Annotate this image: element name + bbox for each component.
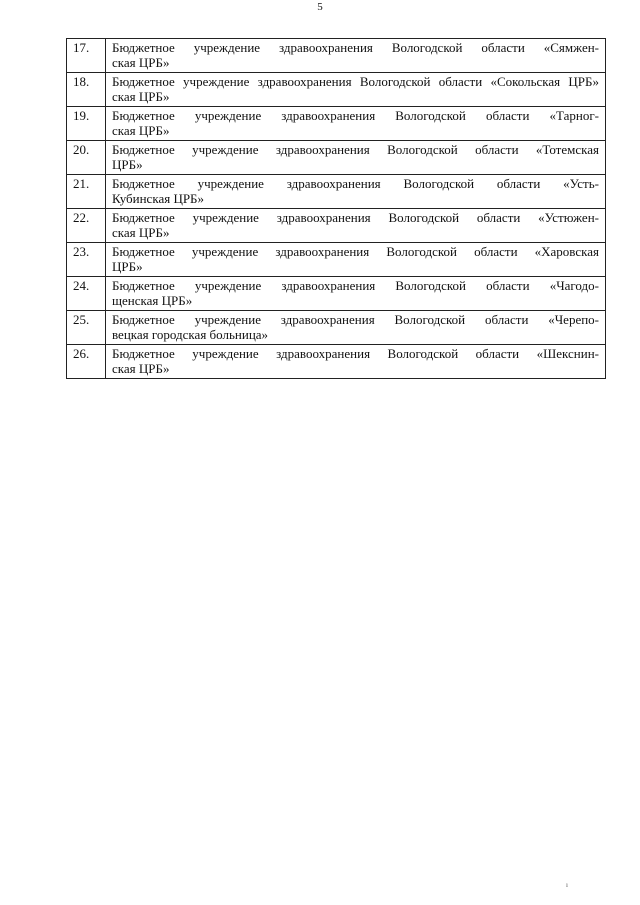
institution-name-line-1: Бюджетное учреждение здравоохранения Вологодской области «Черепо-: [112, 312, 599, 327]
row-number: 23.: [67, 243, 106, 277]
table-row: [67, 39, 606, 73]
row-number: 17.: [67, 39, 106, 73]
table-row: [67, 73, 606, 107]
institution-name-line-2: ская ЦРБ»: [112, 360, 170, 376]
institution-name-line-1: Бюджетное учреждение здравоохранения Вологодской области «Сокольская ЦРБ»: [112, 74, 599, 89]
institution-name-line-2: ЦРБ»: [112, 156, 143, 172]
institution-name-line-2: ЦРБ»: [112, 258, 143, 274]
row-number: 21.: [67, 175, 106, 209]
table-row: [67, 209, 606, 243]
institution-name: [106, 277, 606, 311]
institution-name-line-1: Бюджетное учреждение здравоохранения Вологодской области «Устюжен-: [112, 210, 599, 225]
institution-name-line-1: Бюджетное учреждение здравоохранения Вологодской области «Тарног-: [112, 108, 599, 123]
institution-name-line-2: ская ЦРБ»: [112, 54, 170, 70]
institution-name-line-2: щенская ЦРБ»: [112, 292, 193, 308]
institution-name: [106, 345, 606, 379]
row-number: 26.: [67, 345, 106, 379]
institution-name: [106, 141, 606, 175]
table-row: [67, 141, 606, 175]
table-row: [67, 107, 606, 141]
row-number: 18.: [67, 73, 106, 107]
institutions-table: [66, 38, 606, 379]
institution-name-line-2: ская ЦРБ»: [112, 224, 170, 240]
table-row: [67, 243, 606, 277]
row-number: 19.: [67, 107, 106, 141]
institution-name: [106, 243, 606, 277]
institution-name-line-1: Бюджетное учреждение здравоохранения Вологодской области «Усть-: [112, 176, 599, 191]
institution-name: [106, 73, 606, 107]
institution-name-line-2: вецкая городская больница»: [112, 326, 269, 342]
institution-name-line-1: Бюджетное учреждение здравоохранения Вологодской области «Тотемская: [112, 142, 599, 157]
institution-name-line-1: Бюджетное учреждение здравоохранения Вологодской области «Шекснин-: [112, 346, 599, 361]
row-number: 25.: [67, 311, 106, 345]
institution-name: [106, 311, 606, 345]
corner-mark: ı: [566, 881, 568, 889]
institution-name: [106, 107, 606, 141]
table-row: [67, 277, 606, 311]
institution-name-line-1: Бюджетное учреждение здравоохранения Вологодской области «Сямжен-: [112, 40, 599, 55]
table-row: [67, 345, 606, 379]
row-number: 24.: [67, 277, 106, 311]
institution-name: [106, 209, 606, 243]
institution-name: [106, 39, 606, 73]
institution-name-line-2: ская ЦРБ»: [112, 88, 170, 104]
institution-name: [106, 175, 606, 209]
institution-name-line-2: Кубинская ЦРБ»: [112, 190, 205, 206]
institution-name-line-1: Бюджетное учреждение здравоохранения Вологодской области «Чагодо-: [112, 278, 599, 293]
institution-name-line-2: ская ЦРБ»: [112, 122, 170, 138]
row-number: 22.: [67, 209, 106, 243]
table-row: [67, 175, 606, 209]
page-number: 5: [317, 1, 323, 13]
table-row: [67, 311, 606, 345]
institution-name-line-1: Бюджетное учреждение здравоохранения Вологодской области «Харовская: [112, 244, 599, 259]
row-number: 20.: [67, 141, 106, 175]
